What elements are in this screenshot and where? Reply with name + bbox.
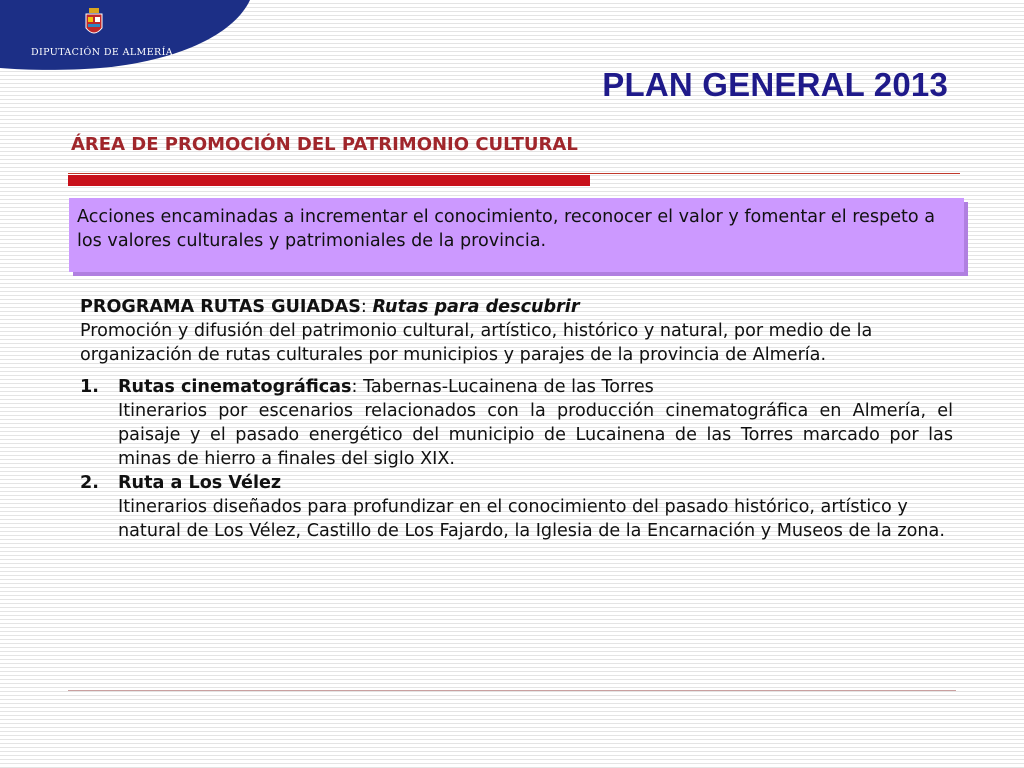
route-body: [118, 375, 953, 471]
divider-thin: [68, 173, 960, 174]
program-separator: :: [360, 297, 373, 317]
divider-bottom: [68, 690, 956, 691]
logo-band: [0, 0, 250, 72]
route-separator: :: [351, 377, 364, 397]
program-description: Promoción y difusión del patrimonio cultural, artístico, histórico y natural, por medio de la organización de rutas culturales por municipios y parajes de la provincia de Almería.: [80, 321, 873, 365]
route-heading: [118, 375, 953, 399]
page-title: PLAN GENERAL 2013: [602, 66, 948, 103]
section-subtitle: ÁREA DE PROMOCIÓN DEL PATRIMONIO CULTURAL: [71, 134, 578, 155]
logo-text: DIPUTACIÓN DE ALMERÍA: [31, 47, 173, 58]
list-item-route-2: [80, 471, 953, 543]
route-description: Itinerarios diseñados para profundizar en el conocimiento del pasado histórico, artístico y natural de Los Vélez, Castillo de Los Fajardo, la Iglesia de la Encarnación y Museos de la zona.: [118, 497, 945, 541]
route-body: [118, 471, 953, 543]
route-subtitle: Tabernas-Lucainena de las Torres: [363, 377, 654, 397]
content: [80, 295, 953, 543]
purpose-box: Acciones encaminadas a incrementar el conocimiento, reconocer el valor y fomentar el respeto a los valores culturales y patrimoniales de la provincia.: [69, 198, 964, 272]
coat-of-arms-icon: [84, 8, 104, 38]
program-name: Rutas para descubrir: [372, 297, 580, 317]
list-number: 2.: [80, 473, 99, 493]
list-number: 1.: [80, 377, 99, 397]
program-title: [80, 295, 953, 319]
accent-bar: [68, 175, 590, 186]
route-title: Rutas cinematográficas: [118, 377, 352, 397]
list-item-route-1: [80, 375, 953, 471]
program-label: PROGRAMA RUTAS GUIADAS: [80, 297, 361, 317]
route-title: Ruta a Los Vélez: [118, 473, 282, 493]
route-heading: [118, 471, 953, 495]
route-description: Itinerarios por escenarios relacionados con la producción cinematográfica en Almería, el paisaje y el pasado energético del municipio de Lucainena de las Torres marcado por las minas de hierro a finales del siglo XIX.: [118, 401, 953, 469]
